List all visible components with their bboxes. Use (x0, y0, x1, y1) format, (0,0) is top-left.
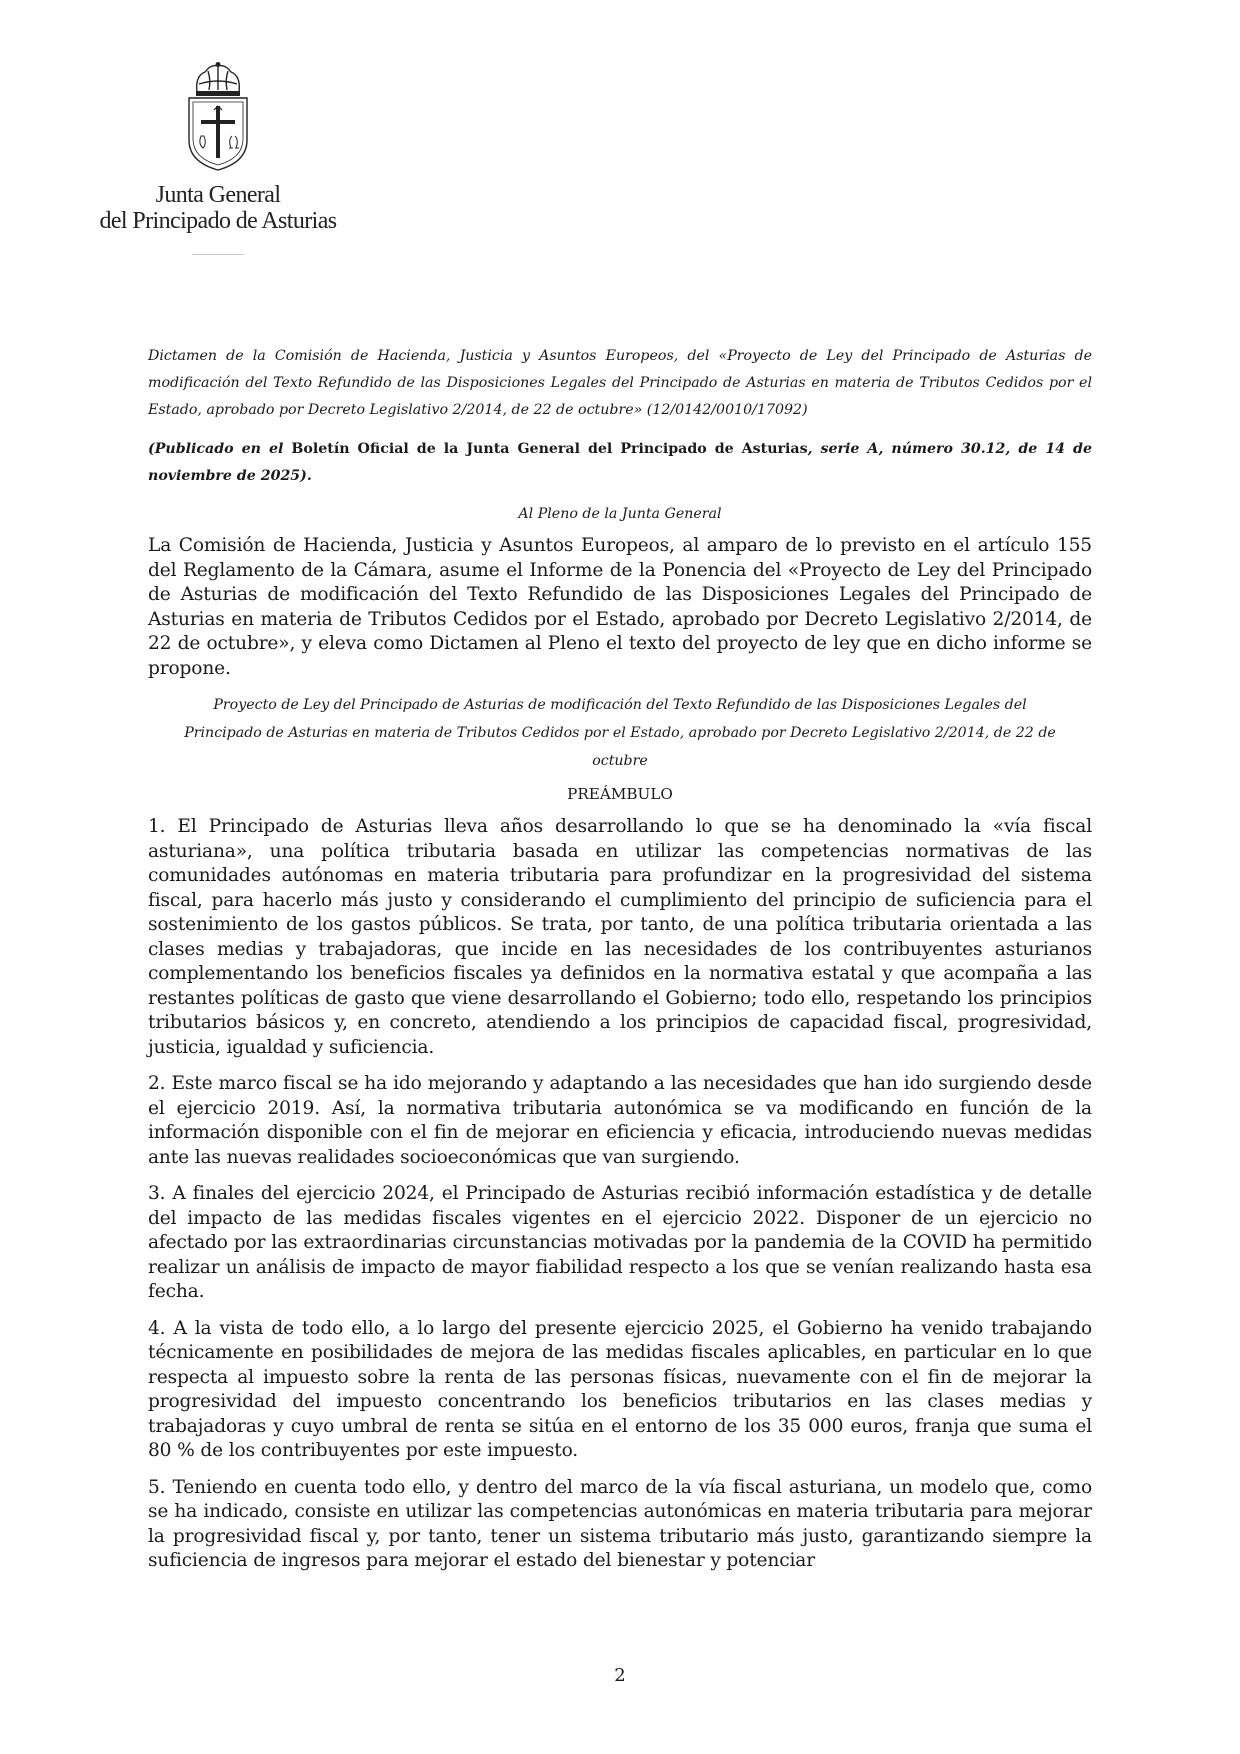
organization-name-line1: Junta General (155, 182, 281, 208)
dictamen-body: La Comisión de Hacienda, Justicia y Asuntos Europeos, al amparo de lo previsto en el artículo 155 del Reglamento de la Cámara, asume el Informe de la Ponencia del «Proyecto de Ley del Principado de Asturias de modificación del Texto Refundido de las Disposiciones Legales del Principado de Asturias en materia de Tributos Cedidos por el Estado, aprobado por Decreto Legislativo 2/2014, de 22 de octubre», y eleva como Dictamen al Pleno el texto del proyecto de ley que en dicho informe se propone. (148, 535, 1092, 679)
addressee: Al Pleno de la Junta General (518, 506, 722, 522)
law-title: Proyecto de Ley del Principado de Asturias de modificación del Texto Refundido de las Disposiciones Legales del Principado de Asturias en materia de Tributos Cedidos por el Estado, aprobado por Decreto Legislativo 2/2014, de 22 de octubre (184, 697, 1056, 769)
publication-suffix: , serie A, número 30.12, de 14 de noviembre de 2025). (148, 441, 1093, 484)
publication-source: Boletín Oficial de la Junta General del Principado de Asturias (291, 441, 808, 457)
publication-note (148, 436, 1092, 490)
preamble-paragraph-3: 3. A finales del ejercicio 2024, el Principado de Asturias recibió información estadística y de detalle del impacto de las medidas fiscales vigentes en el ejercicio 2022. Disponer de un ejercicio no afectado por las extraordinarias circunstancias motivadas por la pandemia de la COVID ha permitido realizar un análisis de impacto de mayor fiabilidad respecto a los que se venían realizando hasta esa fecha. (148, 1183, 1092, 1302)
page-number: 2 (614, 1665, 626, 1686)
publication-prefix: (Publicado en el (148, 441, 292, 457)
coat-of-arms-icon (181, 62, 255, 172)
preamble-heading: PREÁMBULO (567, 785, 673, 803)
preamble-paragraph-2: 2. Este marco fiscal se ha ido mejorando y adaptando a las necesidades que han ido surgiendo desde el ejercicio 2019. Así, la normativa tributaria autonómica se va modificando en función de la información disponible con el fin de mejorar en eficiencia y eficacia, introduciendo nuevas medidas ante las nuevas realidades socioeconómicas que van surgiendo. (148, 1073, 1092, 1168)
document-body (148, 343, 1092, 1574)
preamble-paragraph-4: 4. A la vista de todo ello, a lo largo del presente ejercicio 2025, el Gobierno ha venido trabajando técnicamente en posibilidades de mejora de las medidas fiscales aplicables, en particular en lo que respecta al impuesto sobre la renta de las personas físicas, nuevamente con el fin de mejorar la progresividad del impuesto concentrando los beneficios tributarios en las clases medias y trabajadoras y cuyo umbral de renta se sitúa en el entorno de los 35 000 euros, franja que suma el 80 % de los contribuyentes por este impuesto. (148, 1317, 1092, 1461)
preamble-paragraph-1: 1. El Principado de Asturias lleva años desarrollando lo que se ha denominado la «vía fiscal asturiana», una política tributaria basada en utilizar las competencias normativas de las comunidades autónomas en materia tributaria para profundizar en la progresividad del sistema fiscal, para hacerlo más justo y considerando el cumplimiento del principio de suficiencia para el sostenimiento de los gastos públicos. Se trata, por tanto, de una política tributaria orientada a las clases medias y trabajadoras, que incide en las necesidades de los contribuyentes asturianos complementando los beneficios fiscales ya definidos en la normativa estatal y que acompaña a las restantes políticas de gasto que viene desarrollando el Gobierno; todo ello, respetando los principios tributarios básicos y, en concreto, atendiendo a los principios de capacidad fiscal, progresividad, justicia, igualdad y suficiencia. (148, 816, 1092, 1058)
header-divider (192, 254, 244, 255)
organization-name (88, 182, 348, 234)
organization-name-line2: del Principado de Asturias (99, 208, 337, 234)
dictamen-intro: Dictamen de la Comisión de Hacienda, Justicia y Asuntos Europeos, del «Proyecto de Ley del Principado de Asturias de modificación del Texto Refundido de las Disposiciones Legales del Principado de Asturias en materia de Tributos Cedidos por el Estado, aprobado por Decreto Legislativo 2/2014, de 22 de octubre» (12/0142/0010/17092) (148, 348, 1092, 418)
preamble-paragraph-5: 5. Teniendo en cuenta todo ello, y dentro del marco de la vía fiscal asturiana, un modelo que, como se ha indicado, consiste en utilizar las competencias autonómicas en materia tributaria para mejorar la progresividad fiscal y, por tanto, tener un sistema tributario más justo, garantizando siempre la suficiencia de ingresos para mejorar el estado del bienestar y potenciar (148, 1476, 1092, 1571)
letterhead (88, 62, 348, 255)
